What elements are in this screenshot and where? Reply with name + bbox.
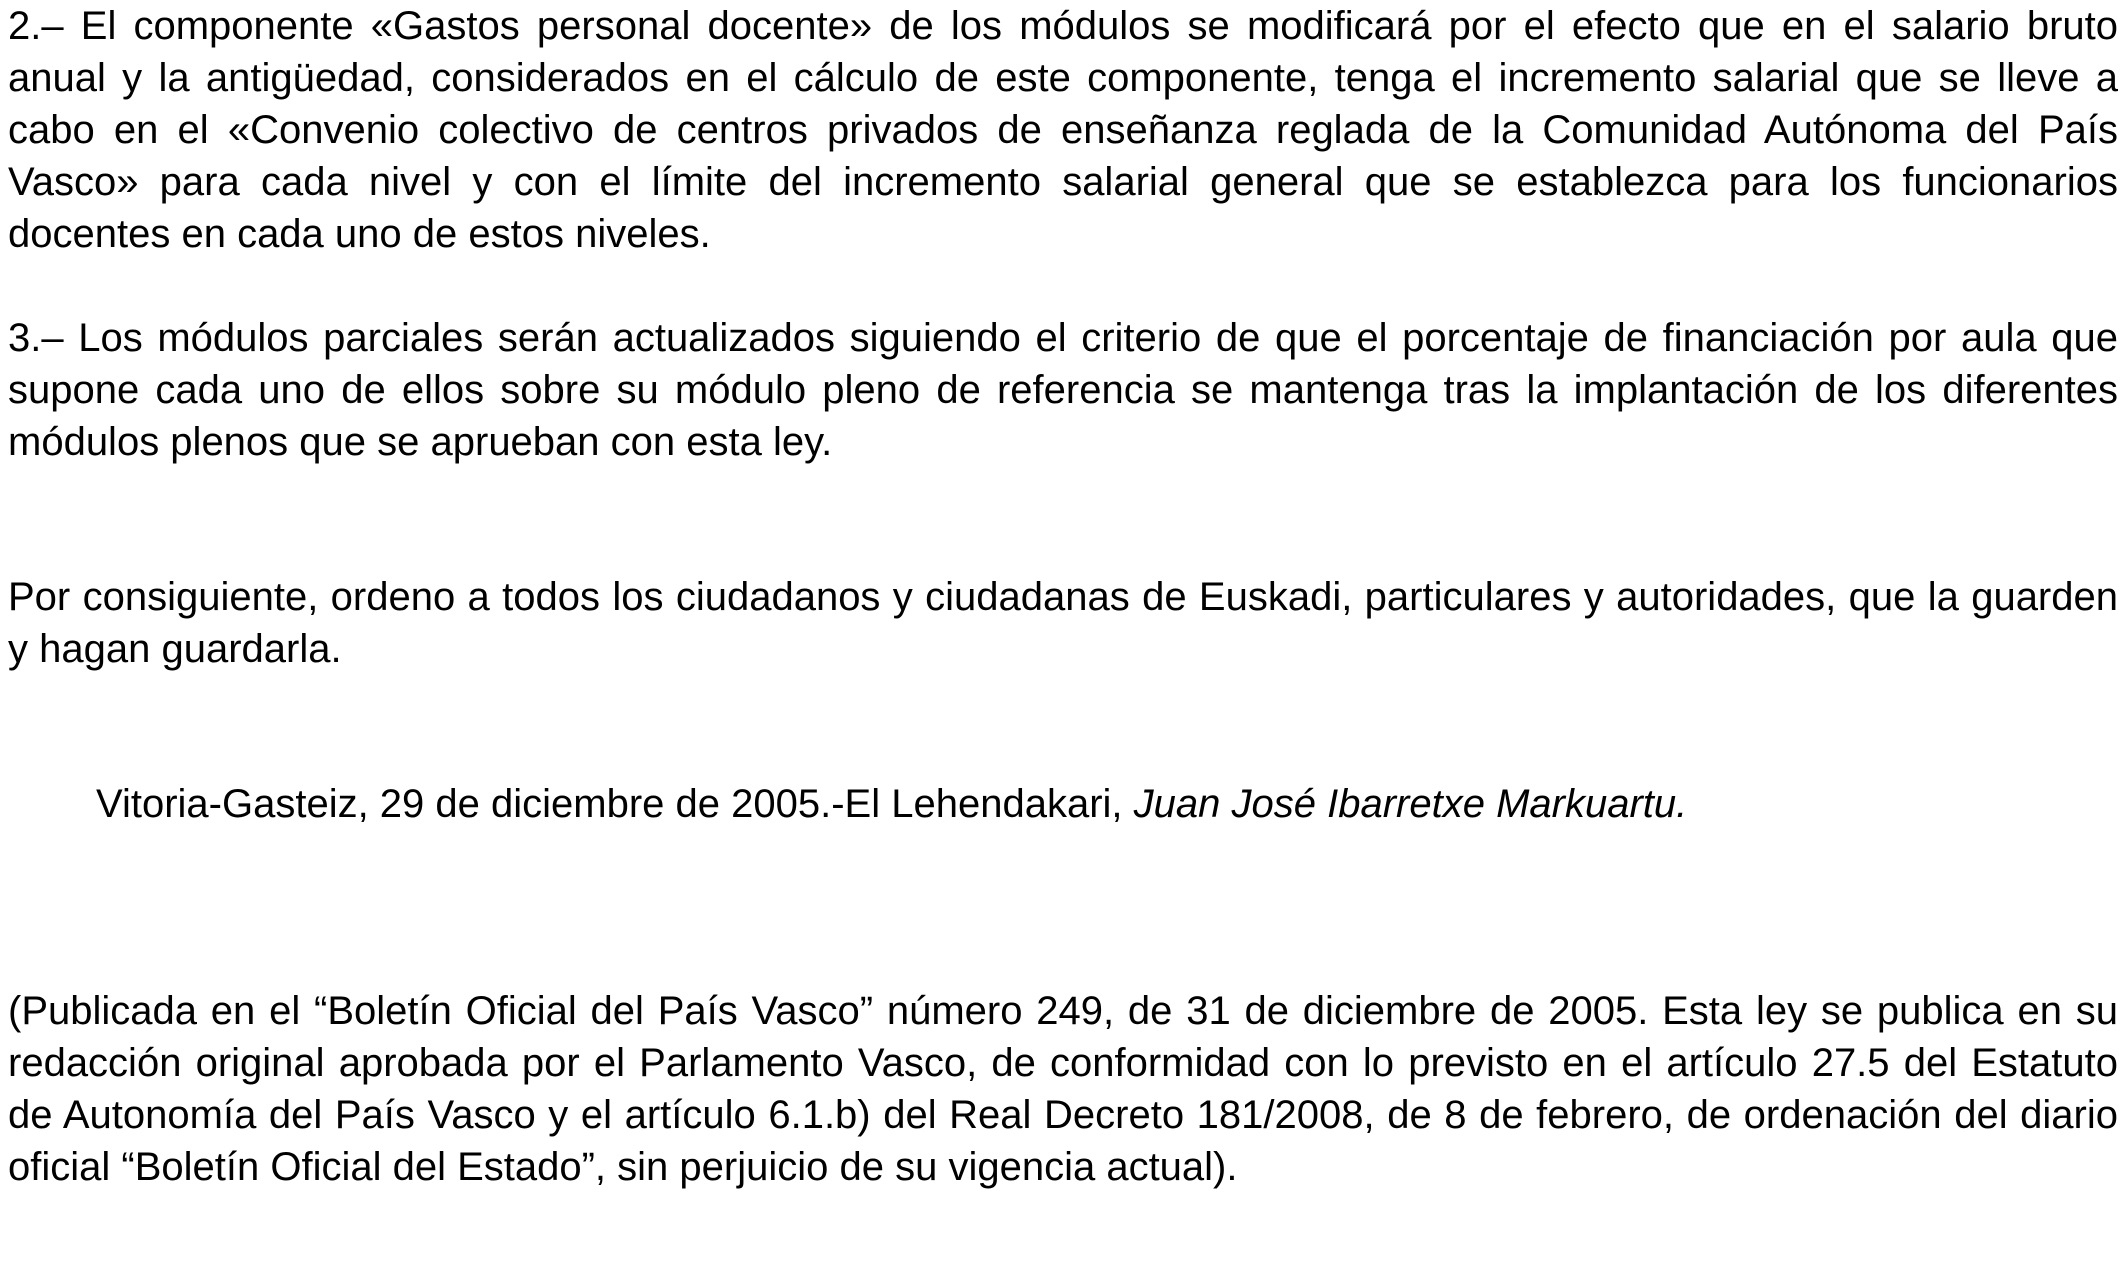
paragraph-promulgation: Por consiguiente, ordeno a todos los ciudadanos y ciudadanas de Euskadi, particulares y autoridades, que la guarden y hagan guardarla. [8, 575, 2118, 671]
paragraph-2: 2.– El componente «Gastos personal docente» de los módulos se modificará por el efecto que en el salario bruto anual y la antigüedad, considerados en el cálculo de este componente, tenga el incremento salarial que se lleve a cabo en el «Convenio colectivo de centros privados de enseñanza reglada de la Comunidad Autónoma del País Vasco» para cada nivel y con el límite del incremento salarial general que se establezca para los funcionarios docentes en cada uno de estos niveles. [8, 4, 2118, 256]
signature-name: Juan José Ibarretxe Markuartu. [1133, 782, 1688, 826]
signature-place-date: Vitoria-Gasteiz, 29 de diciembre de 2005.-El Lehendakari, [96, 782, 1134, 826]
signature-line [8, 778, 2118, 830]
document-body [8, 0, 2118, 1193]
publication-note: (Publicada en el “Boletín Oficial del País Vasco” número 249, de 31 de diciembre de 2005. Esta ley se publica en su redacción original aprobada por el Parlamento Vasco, de conformidad con lo previsto en el artículo 27.5 del Estatuto de Autonomía del País Vasco y el artículo 6.1.b) del Real Decreto 181/2008, de 8 de febrero, de ordenación del diario oficial “Boletín Oficial del Estado”, sin perjuicio de su vigencia actual). [8, 989, 2118, 1189]
paragraph-3: 3.– Los módulos parciales serán actualizados siguiendo el criterio de que el porcentaje de financiación por aula que supone cada uno de ellos sobre su módulo pleno de referencia se mantenga tras la implantación de los diferentes módulos plenos que se aprueban con esta ley. [8, 316, 2118, 464]
